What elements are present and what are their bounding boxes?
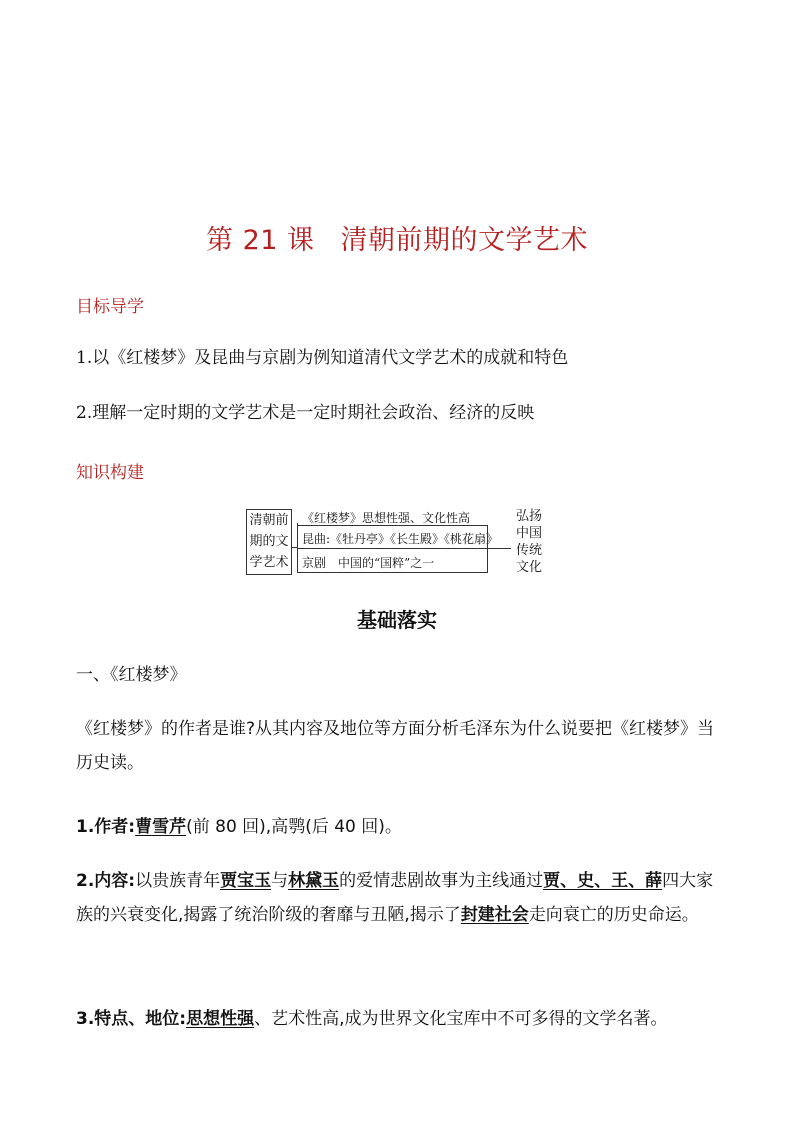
blank-answer: 曹雪芹 [135, 817, 187, 837]
blank-answer: 贾宝玉 [220, 871, 272, 891]
diagram-row-1: 《红楼梦》思想性强、文化性高 [302, 511, 471, 525]
sub-heading: 一、《红楼梦》 [76, 665, 187, 685]
knowledge-diagram [246, 509, 546, 577]
section-heading: 基础落实 [357, 608, 437, 632]
diagram-row-2: 昆曲:《牡丹亭》《长生殿》《桃花扇》 [302, 532, 499, 546]
goal-item-2: 2.理解一定时期的文学艺术是一定时期社会政治、经济的反映 [76, 403, 535, 423]
lesson-title: 清朝前期的文学艺术 [340, 225, 589, 256]
knowledge-heading: 知识构建 [76, 463, 144, 483]
diagram-right-text: 弘扬 中国 传统 文化 [516, 509, 543, 575]
page-title [0, 218, 794, 257]
blank-answer: 封建社会 [460, 905, 529, 925]
lesson-number: 第 21 课 [205, 225, 315, 256]
diagram-row-3: 京剧 中国的“国粹”之一 [302, 556, 435, 570]
answer-content: 2.内容:以贵族青年贾宝玉与林黛玉的爱情悲剧故事为主线通过贾、史、王、薛四大家族的兴衰变化,揭露了统治阶级的奢靡与丑陋,揭示了封建社会走向衰亡的历史命运。 [76, 871, 714, 925]
answer-author: 1.作者:曹雪芹(前 80 回),高鹗(后 40 回)。 [76, 817, 402, 837]
blank-answer: 林黛玉 [288, 871, 340, 891]
answer-features: 3.特点、地位:思想性强、艺术性高,成为世界文化宝库中不可多得的文学名著。 [76, 1009, 668, 1029]
question-text: 《红楼梦》的作者是谁?从其内容及地位等方面分析毛泽东为什么说要把《红楼梦》当历史读。 [76, 719, 715, 773]
blank-answer: 思想性强 [186, 1009, 255, 1029]
goal-item-1: 1.以《红楼梦》及昆曲与京剧为例知道清代文学艺术的成就和特色 [76, 348, 569, 368]
blank-answer: 贾、史、王、薛 [543, 871, 663, 891]
goals-heading: 目标导学 [76, 297, 144, 317]
diagram-left-box: 清朝前 期的文 学艺术 [246, 509, 292, 575]
